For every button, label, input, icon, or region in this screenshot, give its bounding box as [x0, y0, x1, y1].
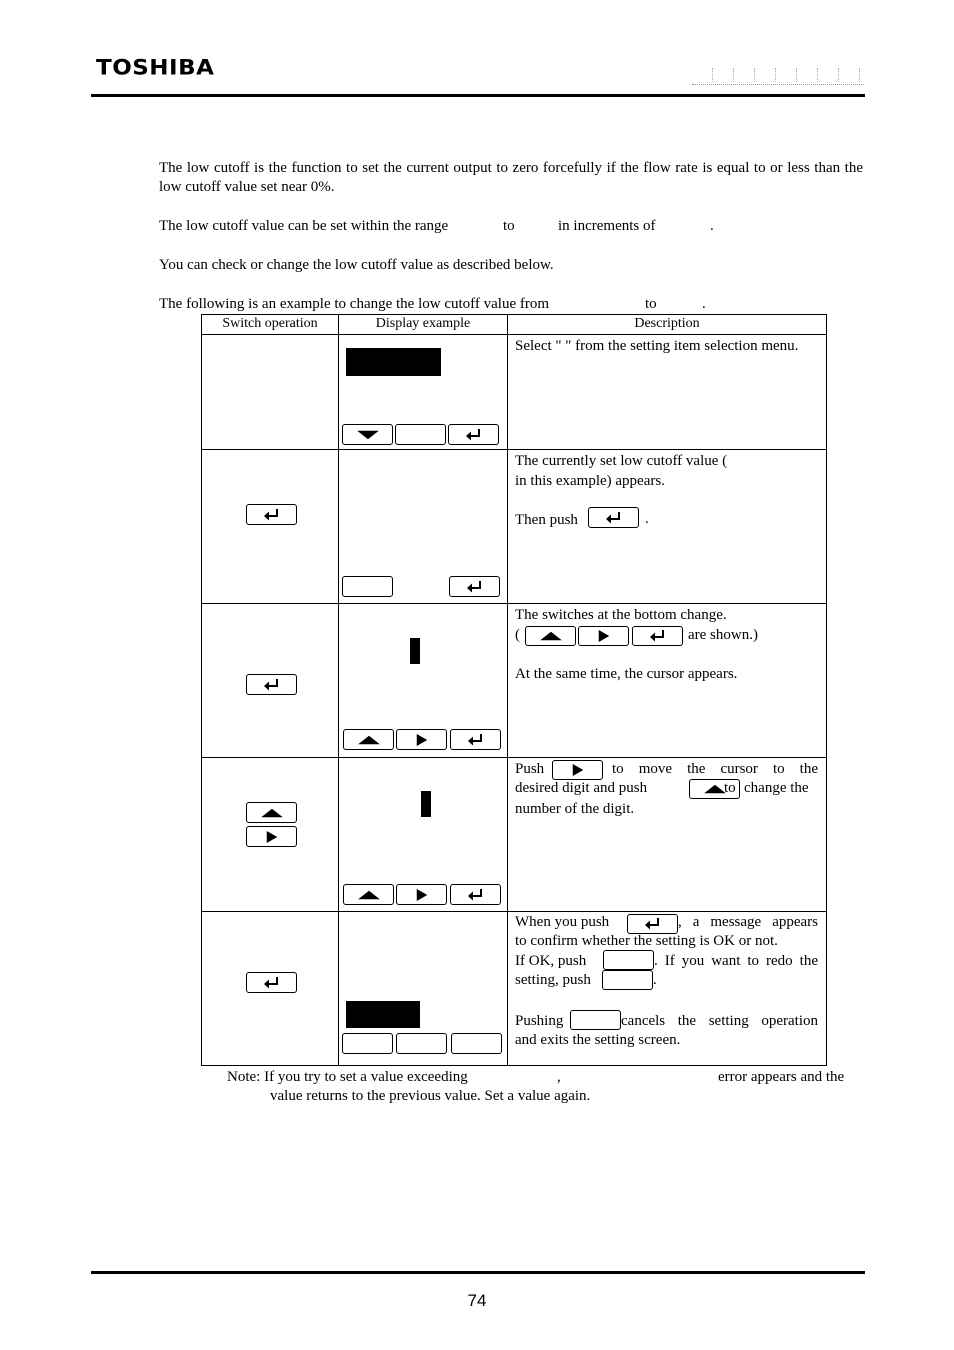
right-key[interactable] — [396, 729, 447, 750]
inline-up-key — [525, 626, 576, 646]
step-5-setting-push: setting, push — [515, 972, 591, 988]
right-key[interactable] — [396, 884, 447, 905]
step-5-message-appears: , a message appears — [678, 914, 818, 930]
intro-paragraph-4-to: to — [645, 296, 657, 312]
step-2-description — [508, 450, 827, 604]
header-description: Description — [508, 315, 827, 335]
step-3-are-shown: are shown.) — [688, 627, 758, 643]
step-5-when-you-push: When you push — [515, 914, 610, 930]
inline-right-key — [552, 760, 603, 780]
inline-blank-key — [570, 1010, 621, 1030]
intro-paragraph-2-b: in increments of — [558, 218, 656, 234]
up-arrow-icon — [703, 783, 727, 795]
up-arrow-icon — [260, 807, 284, 819]
blank-key[interactable] — [395, 424, 446, 445]
page-number: 74 — [467, 1291, 487, 1310]
step-row-5 — [202, 912, 827, 1066]
up-key[interactable] — [343, 729, 394, 750]
step-2-display — [339, 450, 508, 604]
intro-paragraph-1: The low cutoff is the function to set the current output to zero forcefully if the flow rate is equal to or less than the low cutoff value set near 0%. — [159, 160, 863, 195]
step-4-switch — [202, 758, 339, 912]
enter-icon — [466, 733, 486, 747]
right-arrow-icon — [598, 629, 610, 643]
enter-key[interactable] — [450, 729, 501, 750]
intro-paragraph-2-to: to — [503, 218, 515, 234]
footer-rule — [91, 1271, 865, 1274]
inline-blank-key — [602, 970, 653, 990]
note-line-1-a: Note: If you try to set a value exceeding — [227, 1069, 468, 1085]
enter-key[interactable] — [449, 576, 500, 597]
step-row-2 — [202, 450, 827, 604]
steps-table — [201, 314, 827, 1066]
step-2-switch — [202, 450, 339, 604]
up-arrow-icon — [357, 734, 381, 746]
note-line-1-c: error appears and the — [718, 1069, 845, 1085]
header-display-example: Display example — [339, 315, 508, 335]
cursor — [421, 791, 431, 817]
step-3-text-line-1: The switches at the bottom change. — [515, 607, 727, 623]
enter-icon — [262, 678, 282, 692]
step-5-display — [339, 912, 508, 1066]
enter-switch[interactable] — [246, 674, 297, 695]
step-5-period: . — [653, 972, 657, 988]
step-4-number-of-digit: number of the digit. — [515, 801, 635, 817]
step-3-display — [339, 604, 508, 758]
inline-enter-key — [627, 914, 678, 934]
step-1-description — [508, 335, 827, 450]
note-line-1-b: , — [557, 1069, 561, 1085]
enter-switch[interactable] — [246, 972, 297, 993]
intro-paragraph-4-a: The following is an example to change the low cutoff value from — [159, 296, 550, 312]
step-row-4 — [202, 758, 827, 912]
cursor — [410, 638, 420, 664]
enter-icon — [262, 508, 282, 522]
right-arrow-icon — [572, 763, 584, 777]
step-row-3 — [202, 604, 827, 758]
step-3-switch — [202, 604, 339, 758]
right-arrow-icon — [266, 830, 278, 844]
enter-icon — [604, 511, 624, 525]
intro-paragraph-4-c: . — [702, 296, 706, 312]
up-key[interactable] — [343, 884, 394, 905]
highlighted-option — [346, 1001, 420, 1028]
note-line-2: value returns to the previous value. Set a value again. — [270, 1088, 591, 1104]
right-arrow-icon — [416, 733, 428, 747]
toshiba-logo: TOSHIBA — [96, 56, 215, 80]
inline-blank-key — [603, 950, 654, 970]
step-2-period: . — [645, 511, 649, 527]
enter-icon — [262, 976, 282, 990]
enter-key[interactable] — [450, 884, 501, 905]
step-3-description — [508, 604, 827, 758]
inline-enter-key — [632, 626, 683, 646]
step-5-pushing: Pushing — [515, 1013, 564, 1029]
up-switch[interactable] — [246, 802, 297, 823]
step-5-exits: and exits the setting screen. — [515, 1032, 681, 1048]
up-arrow-icon — [539, 630, 563, 642]
step-3-open-paren: ( — [515, 626, 520, 643]
step-5-switch — [202, 912, 339, 1066]
header-switch-operation: Switch operation — [202, 315, 339, 335]
inline-enter-key — [588, 507, 639, 528]
enter-icon — [643, 917, 663, 931]
step-4-to: to — [724, 780, 736, 796]
step-2-then-push: Then push — [515, 511, 578, 528]
step-4-display — [339, 758, 508, 912]
blank-key-2[interactable] — [396, 1033, 447, 1054]
inline-right-key — [578, 626, 629, 646]
step-2-text-line-2: in this example) appears. — [515, 472, 665, 489]
step-4-description — [508, 758, 827, 912]
step-5-confirm: to confirm whether the setting is OK or not. — [515, 933, 778, 949]
step-4-change-the: change the — [744, 780, 809, 796]
header-rule — [91, 94, 865, 97]
down-arrow-icon — [356, 429, 380, 441]
step-4-desired-digit: desired digit and push — [515, 780, 648, 796]
enter-key[interactable] — [448, 424, 499, 445]
step-row-1 — [202, 335, 827, 450]
step-2-spacer — [515, 491, 818, 511]
intro-paragraph-2-c: . — [710, 218, 714, 234]
step-3-text-line-3: At the same time, the cursor appears. — [515, 665, 738, 682]
document-code-box — [692, 68, 864, 85]
step-5-cancels: cancels the setting operation — [621, 1013, 818, 1029]
blank-key-3[interactable] — [451, 1033, 502, 1054]
step-5-redo: . If you want to redo the — [654, 953, 818, 969]
up-arrow-icon — [357, 889, 381, 901]
step-1-text: Select " " from the setting item selection menu. — [515, 338, 799, 354]
step-5-description — [508, 912, 827, 1066]
intro-paragraph-3: You can check or change the low cutoff value as described below. — [159, 257, 554, 273]
step-1-switch — [202, 335, 339, 450]
step-5-if-ok: If OK, push — [515, 953, 587, 969]
step-4-move-cursor: to move the cursor to the — [612, 761, 818, 777]
step-2-text-line-1: The currently set low cutoff value ( — [515, 453, 728, 469]
blank-key[interactable] — [342, 576, 393, 597]
down-key[interactable] — [342, 424, 393, 445]
step-4-push: Push — [515, 761, 545, 777]
step-1-display — [339, 335, 508, 450]
enter-switch[interactable] — [246, 504, 297, 525]
enter-icon — [465, 580, 485, 594]
right-switch[interactable] — [246, 826, 297, 847]
blank-key-1[interactable] — [342, 1033, 393, 1054]
enter-icon — [464, 428, 484, 442]
enter-icon — [648, 629, 668, 643]
intro-paragraph-2-a: The low cutoff value can be set within the range — [159, 218, 449, 234]
highlighted-menu-item — [346, 348, 441, 376]
enter-icon — [466, 888, 486, 902]
right-arrow-icon — [416, 888, 428, 902]
